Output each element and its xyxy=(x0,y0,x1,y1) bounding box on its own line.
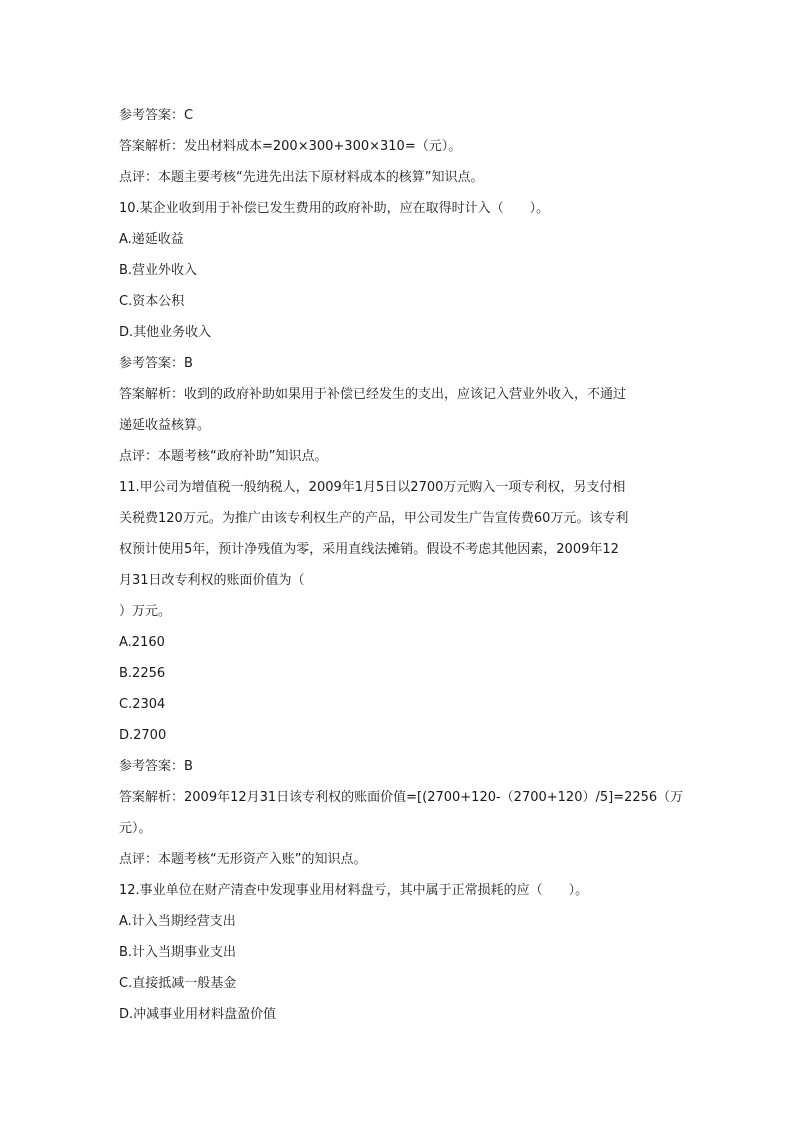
question-12: 12.事业单位在财产清查中发现事业用材料盘亏，其中属于正常损耗的应（ ）。 xyxy=(119,883,589,898)
option-b: B.营业外收入 xyxy=(119,263,198,278)
explanation-line: 答案解析：收到的政府补助如果用于补偿已经发生的支出，应该记入营业外收入，不通过 xyxy=(119,387,627,402)
option-a: A.计入当期经营支出 xyxy=(119,914,236,929)
question-11-cont: 月31日改专利权的账面价值为（ xyxy=(119,573,305,588)
answer-line: 参考答案：C xyxy=(119,108,194,123)
comment-line: 点评：本题考核“无形资产入账”的知识点。 xyxy=(119,852,367,867)
comment-line: 点评：本题考核“政府补助”知识点。 xyxy=(119,449,328,464)
question-10: 10.某企业收到用于补偿已发生费用的政府补助，应在取得时计入（ ）。 xyxy=(119,201,550,216)
option-a: A.递延收益 xyxy=(119,232,184,247)
answer-line: 参考答案：B xyxy=(119,759,193,774)
question-11: 11.甲公司为增值税一般纳税人，2009年1月5日以2700万元购入一项专利权，另支付相 xyxy=(119,480,626,495)
option-c: C.资本公积 xyxy=(119,294,185,309)
question-11-cont: 权预计使用5年，预计净残值为零，采用直线法摊销。假设不考虑其他因素，2009年12 xyxy=(119,542,619,557)
answer-line: 参考答案：B xyxy=(119,356,193,371)
option-b: B.计入当期事业支出 xyxy=(119,945,237,960)
explanation-line-cont: 递延收益核算。 xyxy=(119,418,211,433)
document-page xyxy=(119,100,684,1030)
option-c: C.2304 xyxy=(119,697,166,712)
explanation-line-cont: 元）。 xyxy=(119,821,152,836)
option-b: B.2256 xyxy=(119,666,166,681)
explanation-line: 答案解析：发出材料成本=200×300+300×310=（元）。 xyxy=(119,139,462,154)
question-11-cont: 关税费120万元。为推广由该专利权生产的产品，甲公司发生广告宣传费60万元。该专利 xyxy=(119,511,629,526)
option-d: D.冲减事业用材料盘盈价值 xyxy=(119,1007,277,1022)
comment-line: 点评：本题主要考核“先进先出法下原材料成本的核算”知识点。 xyxy=(119,170,484,185)
explanation-line: 答案解析：2009年12月31日该专利权的账面价值=[(2700+120-（2700+120）/5]=2256（万 xyxy=(119,790,684,805)
option-c: C.直接抵减一般基金 xyxy=(119,976,237,991)
option-d: D.其他业务收入 xyxy=(119,325,212,340)
option-a: A.2160 xyxy=(119,635,165,650)
option-d: D.2700 xyxy=(119,728,167,743)
question-11-cont: ）万元。 xyxy=(119,604,172,619)
